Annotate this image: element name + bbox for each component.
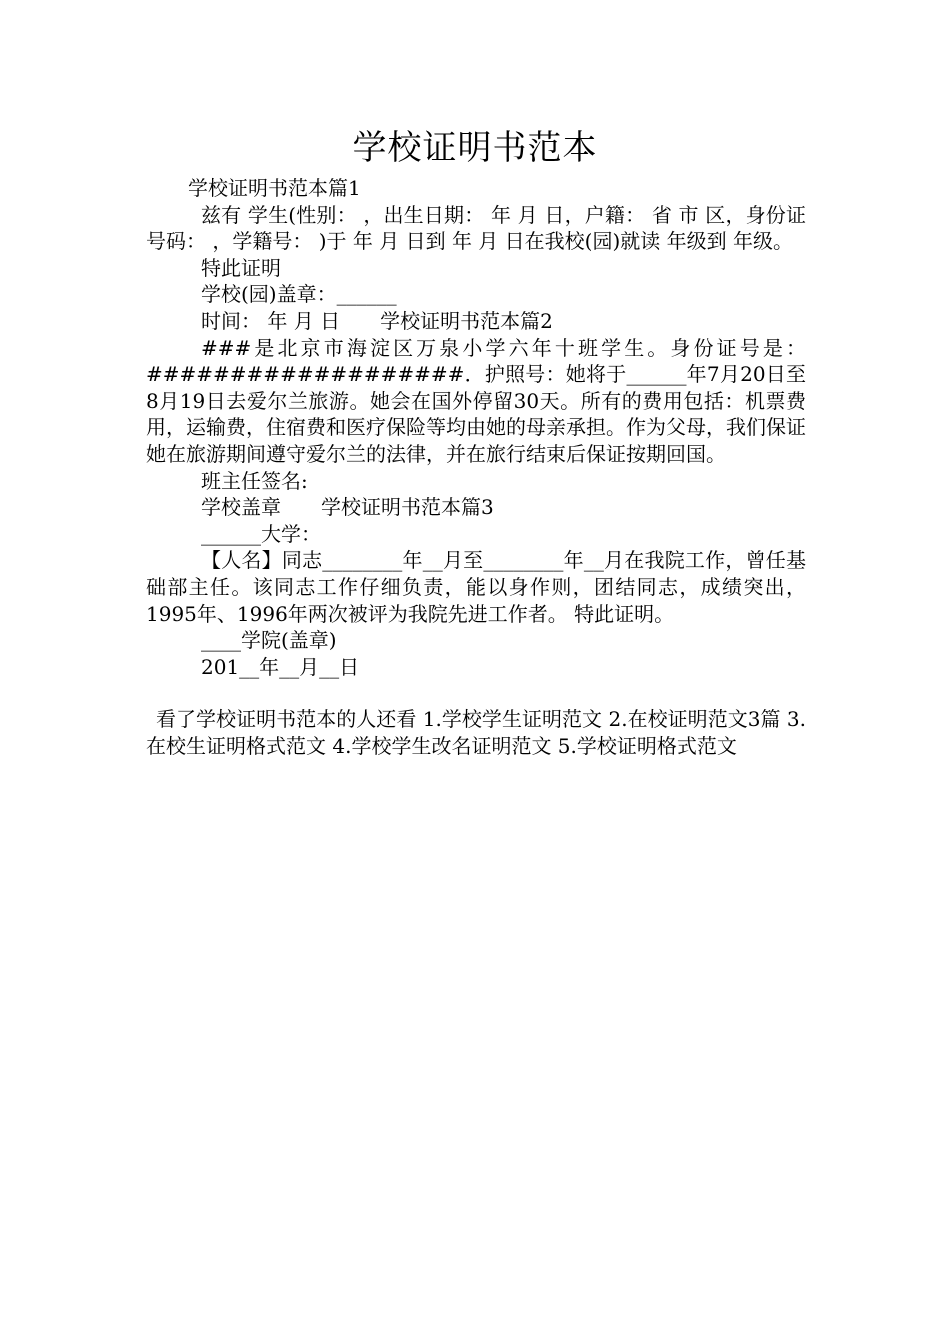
- paragraph-work-certificate: 【人名】同志________年__月至________年__月在我院工作，曾任基础部主任。该同志工作仔细负责，能以身作则，团结同志，成绩突出，1995年、1996年两次被评为我院先进工作者。 特此证明。: [146, 548, 806, 626]
- paragraph-college-seal: ____学院(盖章): [201, 628, 337, 653]
- paragraph-university: ______大学：: [201, 521, 321, 546]
- spacer: [146, 680, 806, 706]
- paragraph-student-info: 兹有 学生(性别： ，出生日期： 年 月 日，户籍： 省 市 区，身份证号码： ，学籍号： )于 年 月 日到 年 月 日在我校(园)就读 年级到 年级。: [146, 202, 806, 254]
- paragraph-certify: 特此证明: [201, 255, 281, 280]
- document-title: 学校证明书范本: [352, 128, 598, 168]
- paragraph-date-heading-2: 时间： 年 月 日 学校证明书范本篇2: [201, 308, 553, 333]
- related-articles: 看了学校证明书范本的人还看 1.学校学生证明范文 2.在校证明范文3篇 3.在校生证明格式范文 4.学校学生改名证明范文 5.学校证明格式范文: [146, 707, 806, 758]
- paragraph-travel-certificate: ###是北京市海淀区万泉小学六年十班学生。身份证号是： ###################．护照号：她将于______年7月20日至8月19日去爱尔兰旅游。她会在国外停留30天。所有的费用包括：机票费用，运输费，住宿费和医疗保险等均由她的母亲承担。作为父母，我们保证她在旅游期间遵守爱尔兰的法律，并在旅行结束后保证按期回国。: [146, 335, 806, 466]
- paragraph-seal-heading-3: 学校盖章 学校证明书范本篇3: [201, 495, 494, 520]
- paragraph-date: 201__年__月__日: [201, 654, 360, 679]
- paragraph-teacher-signature: 班主任签名:: [201, 468, 308, 493]
- section-heading-1: 学校证明书范本篇1: [188, 176, 361, 200]
- paragraph-school-seal: 学校(园)盖章：______: [201, 282, 397, 307]
- document-body: [146, 175, 806, 759]
